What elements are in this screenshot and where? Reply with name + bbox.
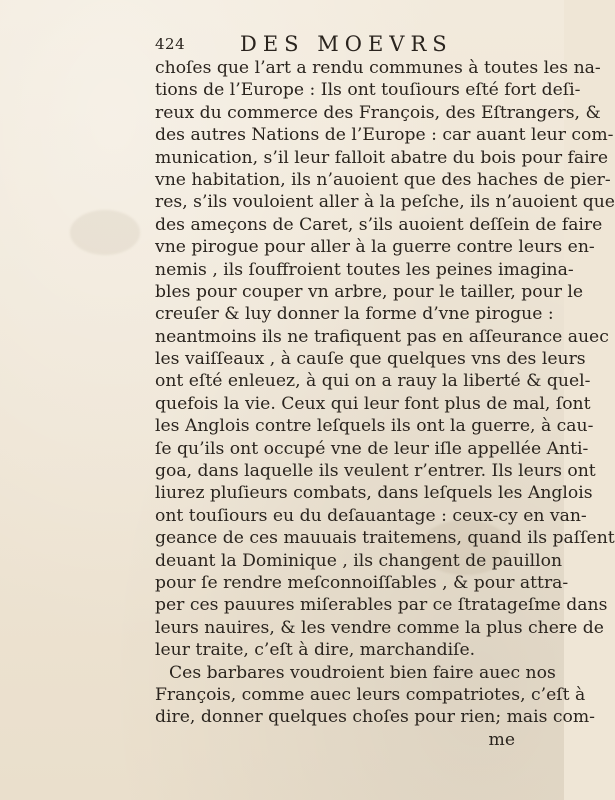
body-text — [155, 57, 615, 751]
text-line: reux du commerce des François, des Eſtrangers, & — [155, 102, 601, 123]
text-line: les Anglois contre leſquels ils ont la guerre, à cau- — [155, 416, 594, 437]
text-line: goa, dans laquelle ils veulent r’entrer. Ils leurs ont — [155, 461, 596, 482]
text-line: tions de l’Europe : Ils ont touſiours eſté fort deſi- — [155, 80, 581, 101]
text-line: les vaiſſeaux , à cauſe que quelques vns des leurs — [155, 349, 586, 370]
text-line: quefois la vie. Ceux qui leur font plus de mal, ſont — [155, 393, 591, 414]
text-line: deuant la Dominique , ils changent de pauillon — [155, 550, 563, 571]
text-line: vne habitation, ils n’auoient que des haches de pier- — [155, 169, 611, 190]
text-line: vne pirogue pour aller à la guerre contre leurs en- — [155, 237, 595, 258]
text-line: geance de ces mauuais traitemens, quand ils paſſent — [155, 528, 615, 549]
catchword: me — [488, 729, 515, 750]
text-line: Ces barbares voudroient bien faire auec nos — [169, 662, 556, 683]
text-line: creuſer & luy donner la forme d’vne pirogue : — [155, 304, 554, 325]
text-line: François, comme auec leurs compatriotes, c’eſt à — [155, 684, 586, 705]
text-line: des autres Nations de l’Europe : car auant leur com- — [155, 125, 614, 146]
text-line: ont touſiours eu du deſauantage : ceux-cy en van- — [155, 505, 587, 526]
page-header — [155, 32, 505, 60]
text-line: pour ſe rendre meſconnoiſſables , & pour attra- — [155, 572, 569, 593]
text-line: ſe qu’ils ont occupé vne de leur iſle appellée Anti- — [155, 438, 589, 459]
text-line: ont eſté enleuez, à qui on a rauy la liberté & quel- — [155, 371, 591, 392]
text-line: leurs nauires, & les vendre comme la plus chere de — [155, 617, 604, 638]
running-head: DES MOEVRS — [240, 32, 453, 56]
text-line: nemis , ils ſouffroient toutes les peines imagina- — [155, 259, 574, 280]
text-line: per ces pauures miſerables par ce ſtratageſme dans — [155, 595, 608, 616]
text-line: leur traite, c’eſt à dire, marchandiſe. — [155, 640, 476, 661]
text-line: munication, s’il leur falloit abatre du bois pour faire — [155, 147, 609, 168]
page-number: 424 — [155, 35, 186, 53]
text-line: dire, donner quelques choſes pour rien; mais com- — [155, 707, 595, 728]
text-line: neantmoins ils ne trafiquent pas en aſſeurance auec — [155, 326, 609, 347]
text-line: des ameçons de Caret, s’ils auoient deſſein de faire — [155, 214, 603, 235]
text-line: liurez pluſieurs combats, dans leſquels les Anglois — [155, 483, 593, 504]
text-line: bles pour couper vn arbre, pour le tailler, pour le — [155, 281, 584, 302]
text-line: choſes que l’art a rendu communes à toutes les na- — [155, 58, 601, 78]
text-line: res, s’ils vouloient aller à la peſche, ils n’auoient que — [155, 192, 615, 213]
